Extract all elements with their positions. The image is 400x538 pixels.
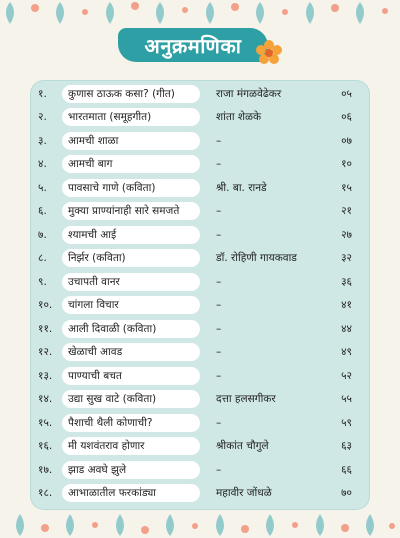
row-title: पाण्याची बचत [62, 367, 200, 385]
toc-row [38, 388, 368, 412]
toc-row [38, 270, 368, 294]
row-author: – [216, 369, 222, 382]
row-page: २७ [341, 228, 352, 241]
row-author: – [216, 346, 222, 359]
row-number: २. [38, 111, 47, 124]
row-title: आमची बाग [62, 155, 200, 173]
row-page: १५ [341, 181, 352, 194]
row-number: १४. [38, 393, 53, 406]
toc-row [38, 247, 368, 271]
row-title: चांगला विचार [62, 296, 200, 314]
row-author: – [216, 463, 222, 476]
row-page: ५५ [341, 393, 352, 406]
toc-row [38, 435, 368, 459]
row-page: ६६ [341, 463, 352, 476]
row-title: आमची शाळा [62, 132, 200, 150]
row-page: ४१ [341, 299, 352, 312]
row-title: उद्या सुख वाटे (कविता) [62, 390, 200, 408]
row-number: ११. [38, 322, 53, 335]
toc-row [38, 482, 368, 506]
flower-icon [254, 38, 284, 68]
row-title: आभाळातील फरकांड्या [62, 484, 200, 502]
toc-heading [118, 28, 284, 70]
toc-row [38, 176, 368, 200]
row-number: ८. [38, 252, 47, 265]
row-number: ७. [38, 228, 47, 241]
row-author: – [216, 299, 222, 312]
row-number: १६. [38, 440, 53, 453]
row-page: ६३ [341, 440, 352, 453]
row-page: ५२ [341, 369, 352, 382]
toc-row [38, 411, 368, 435]
row-title: भारतमाता (समूहगीत) [62, 108, 200, 126]
toc-row [38, 153, 368, 177]
row-page: ०६ [341, 111, 352, 124]
row-author: – [216, 205, 222, 218]
toc-row [38, 200, 368, 224]
row-number: १२. [38, 346, 53, 359]
row-author: महावीर जोंधळे [216, 487, 272, 500]
row-number: ५. [38, 181, 47, 194]
row-number: ३. [38, 134, 47, 147]
row-author: – [216, 416, 222, 429]
row-title: मुक्या प्राण्यांनाही सारे समजते [62, 202, 200, 220]
row-author: – [216, 134, 222, 147]
row-author: – [216, 275, 222, 288]
row-author: श्रीकांत चौगुले [216, 440, 269, 453]
toc-row [38, 223, 368, 247]
row-author: – [216, 322, 222, 335]
toc-row [38, 458, 368, 482]
row-page: १० [341, 158, 352, 171]
row-title: पैशाची थैली कोणाची? [62, 414, 200, 432]
row-page: ४९ [341, 346, 352, 359]
toc-row [38, 317, 368, 341]
row-title: श्यामची आई [62, 226, 200, 244]
toc-row [38, 106, 368, 130]
toc-row [38, 82, 368, 106]
row-page: ५९ [341, 416, 352, 429]
row-title: निर्झर (कविता) [62, 249, 200, 267]
row-number: १८. [38, 487, 53, 500]
row-author: – [216, 228, 222, 241]
row-title: खेळाची आवड [62, 343, 200, 361]
toc-row [38, 294, 368, 318]
row-page: ३२ [341, 252, 352, 265]
row-title: झाड अवघे झुले [62, 461, 200, 479]
row-title: मी यशवंतराव होणार [62, 437, 200, 455]
page-title: अनुक्रमणिका [118, 28, 268, 62]
row-number: १. [38, 87, 47, 100]
row-author: – [216, 158, 222, 171]
row-title: कुणास ठाऊक कसा? (गीत) [62, 85, 200, 103]
row-title: उचापती वानर [62, 273, 200, 291]
decorative-bottom-border [0, 512, 400, 538]
row-page: ०७ [341, 134, 352, 147]
row-number: १०. [38, 299, 53, 312]
row-number: ६. [38, 205, 47, 218]
row-number: १५. [38, 416, 53, 429]
row-author: शांता शेळके [216, 111, 262, 124]
row-title: पावसाचे गाणे (कविता) [62, 179, 200, 197]
row-author: डॉ. रोहिणी गायकवाड [216, 252, 297, 265]
row-author: श्री. बा. रानडे [216, 181, 267, 194]
row-number: ९. [38, 275, 47, 288]
toc-row [38, 364, 368, 388]
row-page: ३६ [341, 275, 352, 288]
row-number: ४. [38, 158, 47, 171]
row-number: १७. [38, 463, 53, 476]
decorative-top-border [0, 0, 400, 26]
row-page: ०५ [341, 87, 352, 100]
toc-row [38, 129, 368, 153]
row-page: २१ [341, 205, 352, 218]
row-number: १३. [38, 369, 53, 382]
row-page: ४४ [341, 322, 352, 335]
toc-list [38, 82, 368, 505]
row-author: राजा मंगळवेढेकर [216, 87, 282, 100]
row-page: ७० [341, 487, 352, 500]
row-author: दत्ता हलसगीकर [216, 393, 276, 406]
toc-row [38, 341, 368, 365]
row-title: आली दिवाळी (कविता) [62, 320, 200, 338]
